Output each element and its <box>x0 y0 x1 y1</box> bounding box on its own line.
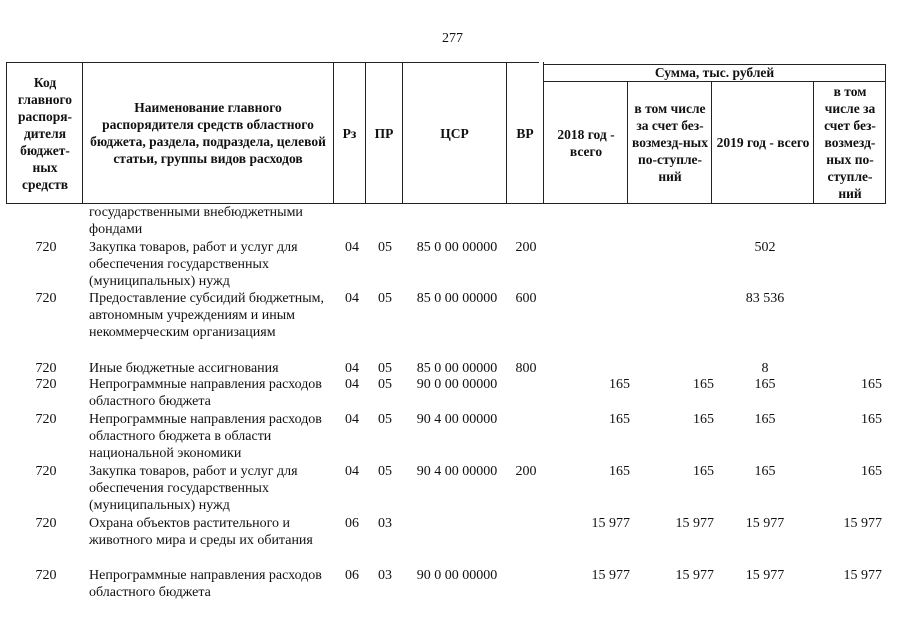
row-csr: 85 0 00 00000 <box>416 240 498 255</box>
row-2018-free: 15 977 <box>675 516 714 531</box>
row-name: Непрограммные направления расходов областного бюджета <box>89 377 322 409</box>
header-2019-total: 2019 год - всего <box>716 135 810 150</box>
row-name: государственными внебюджетными фондами <box>89 205 303 237</box>
row-pr: 05 <box>378 240 392 255</box>
row-2018-total: 165 <box>609 464 630 479</box>
header-vr: ВР <box>516 125 534 141</box>
row-2018-total: 15 977 <box>591 516 630 531</box>
page-number: 277 <box>442 31 463 46</box>
row-rz: 04 <box>345 412 359 427</box>
row-name: Закупка товаров, работ и услуг для обеспечения государственных (муниципальных) нужд <box>89 464 298 513</box>
row-pr: 05 <box>378 464 392 479</box>
row-name: Предоставление субсидий бюджетным, автономным учреждениям и иным некоммерческим организациям <box>89 291 325 340</box>
row-2018-free: 165 <box>693 464 714 479</box>
row-pr: 05 <box>378 412 392 427</box>
row-code: 720 <box>35 291 57 306</box>
row-name: Охрана объектов растительного и животного мира и среды их обитания <box>89 516 313 548</box>
row-vr: 200 <box>515 464 537 479</box>
row-code: 720 <box>35 412 57 427</box>
row-2019-total: 8 <box>761 361 769 376</box>
row-2019-total: 15 977 <box>745 516 785 531</box>
row-vr: 200 <box>515 240 537 255</box>
row-code: 720 <box>35 568 57 583</box>
row-rz: 06 <box>345 568 359 583</box>
row-pr: 03 <box>378 516 392 531</box>
header-top-border <box>6 62 539 63</box>
row-rz: 04 <box>345 240 359 255</box>
row-code: 720 <box>35 377 57 392</box>
row-2019-total: 165 <box>754 412 776 427</box>
row-2019-free: 15 977 <box>843 516 882 531</box>
row-2018-total: 15 977 <box>591 568 630 583</box>
col-border <box>82 62 83 204</box>
row-code: 720 <box>35 361 57 376</box>
row-vr: 600 <box>515 291 537 306</box>
row-rz: 06 <box>345 516 359 531</box>
col-border <box>6 62 7 204</box>
header-rz: Рз <box>342 125 357 141</box>
row-2019-total: 15 977 <box>745 568 785 583</box>
row-name: Непрограммные направления расходов областного бюджета в области национальной экономики <box>89 412 322 461</box>
row-rz: 04 <box>345 464 359 479</box>
col-border <box>813 81 814 204</box>
row-vr: 800 <box>515 361 537 376</box>
row-2019-total: 83 536 <box>745 291 785 306</box>
row-rz: 04 <box>345 291 359 306</box>
header-2018-total: 2018 год - всего <box>557 126 615 159</box>
row-code: 720 <box>35 240 57 255</box>
row-2018-free: 165 <box>693 412 714 427</box>
row-2019-free: 165 <box>861 464 882 479</box>
row-rz: 04 <box>345 361 359 376</box>
row-pr: 05 <box>378 361 392 376</box>
col-border <box>627 81 628 204</box>
header-2019-free: в том числе за счет без-возмезд-ных по-ступле-ний <box>824 84 876 201</box>
row-code: 720 <box>35 516 57 531</box>
row-2019-free: 15 977 <box>843 568 882 583</box>
row-name: Закупка товаров, работ и услуг для обеспечения государственных (муниципальных) нужд <box>89 240 298 289</box>
row-csr: 90 0 00 00000 <box>416 568 498 583</box>
row-2019-total: 165 <box>754 464 776 479</box>
row-csr: 90 4 00 00000 <box>416 464 498 479</box>
row-2018-total: 165 <box>609 377 630 392</box>
row-pr: 05 <box>378 377 392 392</box>
row-2019-free: 165 <box>861 377 882 392</box>
row-2018-total: 165 <box>609 412 630 427</box>
row-code: 720 <box>35 464 57 479</box>
header-2018-free: в том числе за счет без-возмезд-ных по-ступле-ний <box>632 101 708 184</box>
row-pr: 05 <box>378 291 392 306</box>
header-csr: ЦСР <box>440 125 469 141</box>
col-border <box>711 81 712 204</box>
header-sum-title: Сумма, тыс. рублей <box>654 65 775 80</box>
row-2019-free: 165 <box>861 412 882 427</box>
header-code: Код главного распоря-дителя бюджет-ных средств <box>17 74 73 192</box>
row-pr: 03 <box>378 568 392 583</box>
col-border <box>543 62 544 204</box>
row-csr: 85 0 00 00000 <box>416 291 498 306</box>
row-csr: 90 4 00 00000 <box>416 412 498 427</box>
row-2018-free: 165 <box>693 377 714 392</box>
header-name: Наименование главного распорядителя средств областного бюджета, раздела, подраздела, целевой статьи, группы видов расходов <box>90 100 326 166</box>
row-2018-free: 15 977 <box>675 568 714 583</box>
row-name: Непрограммные направления расходов областного бюджета <box>89 568 322 600</box>
row-csr: 90 0 00 00000 <box>416 377 498 392</box>
col-border <box>885 64 886 204</box>
row-rz: 04 <box>345 377 359 392</box>
row-name: Иные бюджетные ассигнования <box>89 361 279 376</box>
row-2019-total: 165 <box>754 377 776 392</box>
header-pr: ПР <box>374 125 394 141</box>
row-2019-total: 502 <box>754 240 776 255</box>
row-csr: 85 0 00 00000 <box>416 361 498 376</box>
